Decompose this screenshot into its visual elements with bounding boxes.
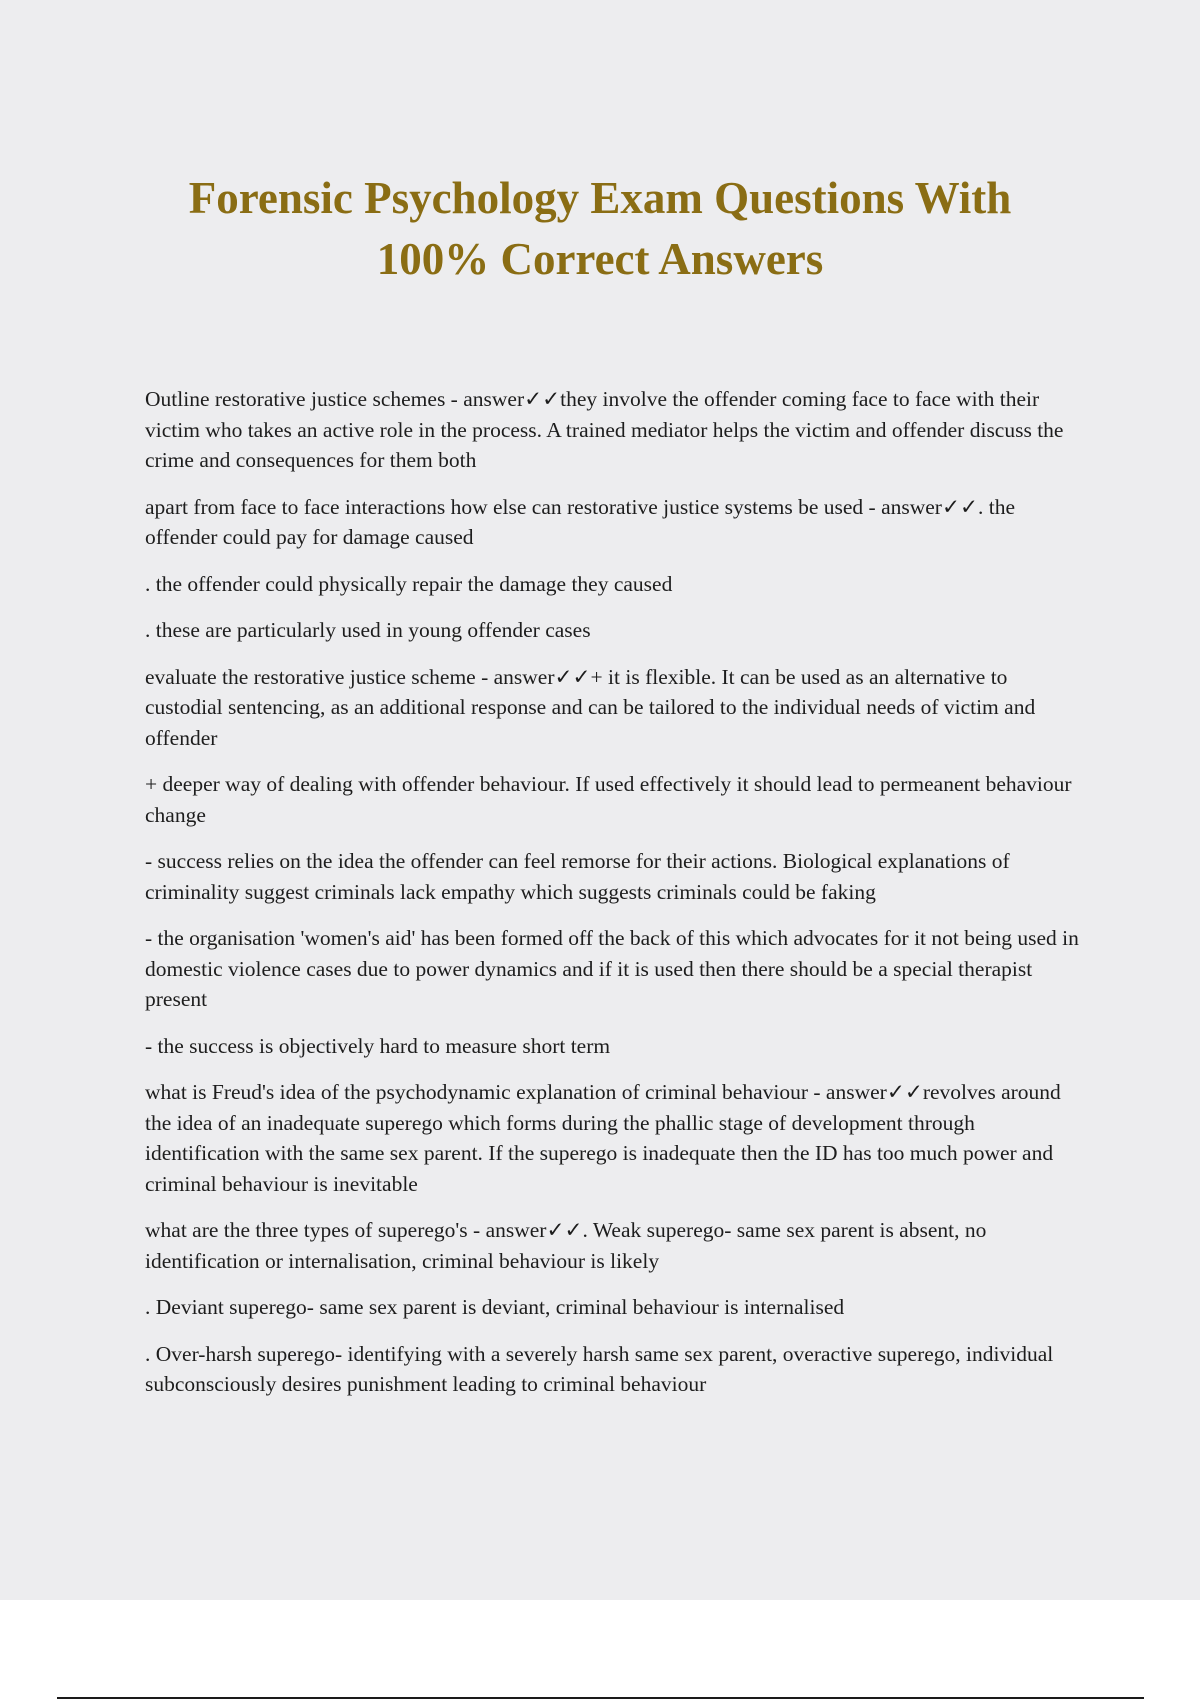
paragraph-physical-repair: . the offender could physically repair the damage they caused — [145, 571, 673, 596]
paragraph-evaluate-flexible: evaluate the restorative justice scheme - answer✓✓+ it is flexible. It can be used as an alternative to custodial sentencing, as an additional response and can be tailored to the individual needs of victim and offender — [145, 664, 1036, 750]
paragraph-freud-explanation: what is Freud's idea of the psychodynamic explanation of criminal behaviour - answer✓✓revolves around the idea of an inadequate superego which forms during the phallic stage of development through identification with the same sex parent. If the superego is inadequate then the ID has too much power and criminal behaviour is inevitable — [145, 1080, 1061, 1196]
paragraph-other-uses: apart from face to face interactions how else can restorative justice systems be used - answer✓✓. the offender could pay for damage caused — [145, 494, 1016, 549]
title-line-1: Forensic Psychology Exam Questions With — [188, 173, 1012, 223]
document-body — [145, 384, 1090, 1416]
paragraph-young-offenders: . these are particularly used in young offender cases — [145, 618, 591, 642]
paragraph-restorative-justice-outline: Outline restorative justice schemes - answer✓✓they involve the offender coming face to face with their victim who takes an active role in the process. A trained mediator helps the victim and offender discuss the crime and consequences for them both — [145, 387, 1064, 472]
paragraph-remorse: - success relies on the idea the offender can feel remorse for their actions. Biological explanations of criminality suggest criminals lack empathy which suggests criminals could be faking — [145, 849, 1010, 904]
document-title — [100, 168, 1100, 290]
title-line-2: 100% Correct Answers — [376, 234, 824, 284]
paragraph-deviant-superego: . Deviant superego- same sex parent is deviant, criminal behaviour is internalised — [145, 1295, 845, 1319]
paragraph-three-superegos: what are the three types of superego's - answer✓✓. Weak superego- same sex parent is absent, no identification or internalisation, criminal behaviour is likely — [145, 1218, 987, 1273]
paragraph-over-harsh-superego: . Over-harsh superego- identifying with a severely harsh same sex parent, overactive superego, individual subconsciously desires punishment leading to criminal behaviour — [145, 1341, 1054, 1396]
paragraph-womens-aid: - the organisation 'women's aid' has been formed off the back of this which advocates for it not being used in domestic violence cases due to power dynamics and if it is used then there should be a special therapist present — [145, 926, 1079, 1011]
paragraph-deeper-way: + deeper way of dealing with offender behaviour. If used effectively it should lead to permeanent behaviour change — [145, 772, 1072, 827]
footer-divider — [57, 1697, 1144, 1699]
paragraph-hard-to-measure: - the success is objectively hard to measure short term — [145, 1033, 611, 1058]
